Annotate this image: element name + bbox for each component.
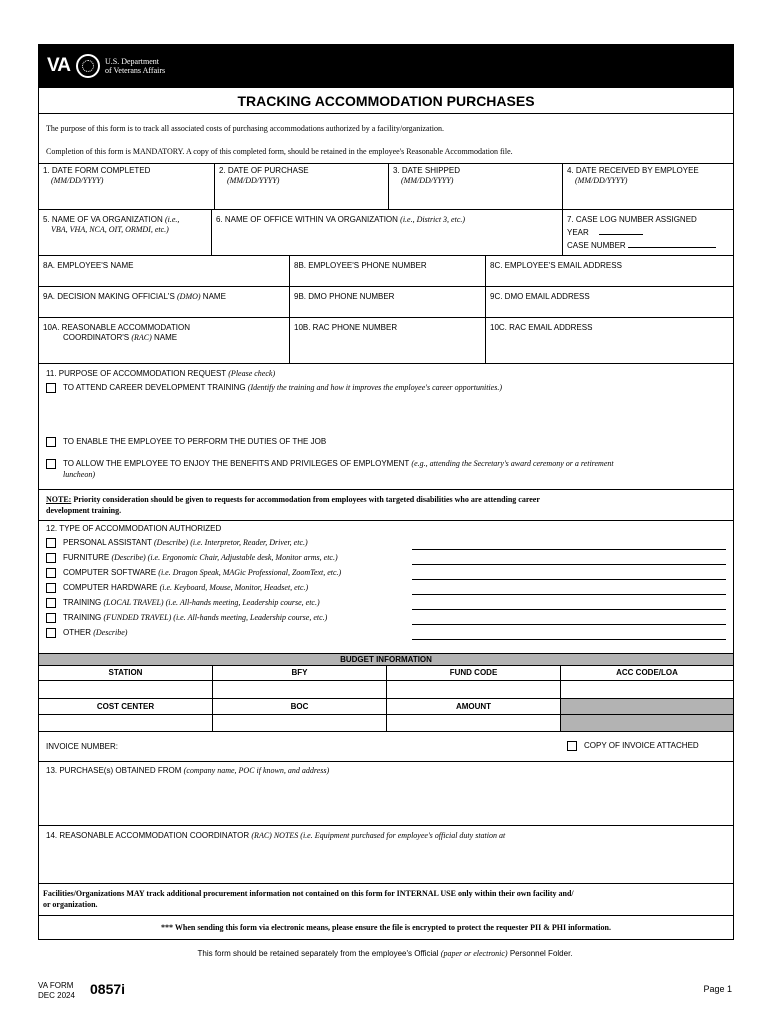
facility-note: Facilities/Organizations MAY track additional procurement information not contained on this form for INTERNAL USE only within their own facility and/ or organization. bbox=[43, 889, 574, 909]
date-form-completed-field[interactable]: 1. DATE FORM COMPLETED (MM/DD/YYYY) bbox=[43, 166, 151, 185]
budget-heading: BUDGET INFORMATION bbox=[340, 655, 432, 664]
type-heading: 12. TYPE OF ACCOMMODATION AUTHORIZED bbox=[46, 524, 222, 533]
col-amount: AMOUNT bbox=[386, 699, 560, 714]
col-cost-center: COST CENTER bbox=[96, 702, 155, 711]
mandatory-text: Completion of this form is MANDATORY. A copy of this completed form, should be retained in the employee's Reasonable Accommodation file. bbox=[46, 147, 513, 156]
intro-section bbox=[39, 113, 733, 167]
purpose-option-benefits-hint: luncheon) bbox=[63, 470, 95, 479]
copy-invoice-option[interactable]: COPY OF INVOICE ATTACHED bbox=[567, 741, 699, 751]
accommodation-type-section bbox=[39, 520, 733, 653]
va-logo: VA bbox=[47, 55, 70, 76]
rac-email-field[interactable]: 10C. RAC EMAIL ADDRESS bbox=[485, 318, 733, 363]
rac-name-field[interactable]: 10A. REASONABLE ACCOMMODATION COORDINATOR'S (RAC) NAME bbox=[43, 323, 190, 342]
dmo-row bbox=[39, 286, 733, 317]
form-id: VA FORM DEC 2024 bbox=[38, 981, 75, 1000]
budget-header-row-1 bbox=[39, 665, 733, 680]
col-acc-code: ACC CODE/LOA bbox=[560, 666, 733, 680]
checkbox[interactable] bbox=[46, 437, 56, 447]
amount-input[interactable] bbox=[386, 715, 560, 731]
cost-center-input[interactable] bbox=[39, 715, 212, 731]
employee-email-field[interactable]: 8C. EMPLOYEE'S EMAIL ADDRESS bbox=[485, 256, 733, 286]
rac-phone-field[interactable]: 10B. RAC PHONE NUMBER bbox=[289, 318, 485, 363]
purchase-source-section[interactable] bbox=[39, 761, 733, 825]
type-training-funded[interactable]: TRAINING (FUNDED TRAVEL) (i.e. All-hands meeting, Leadership course, etc.) bbox=[46, 613, 327, 623]
employee-name-field[interactable]: 8A. EMPLOYEE'S NAME bbox=[43, 261, 134, 270]
purpose-section bbox=[39, 363, 733, 489]
budget-heading-row bbox=[39, 653, 733, 665]
invoice-row bbox=[39, 731, 733, 761]
checkbox[interactable] bbox=[46, 553, 56, 563]
rac-notes-section[interactable] bbox=[39, 825, 733, 883]
form-title-row bbox=[39, 87, 733, 113]
dates-row bbox=[39, 163, 733, 209]
col-boc: BOC bbox=[212, 699, 386, 714]
boc-input[interactable] bbox=[212, 715, 386, 731]
date-received-field[interactable]: 4. DATE RECEIVED BY EMPLOYEE (MM/DD/YYYY) bbox=[562, 164, 733, 209]
type-other[interactable]: OTHER (Describe) bbox=[46, 628, 127, 638]
purchase-source-label: 13. PURCHASE(s) OBTAINED FROM (company name, POC if known, and address) bbox=[46, 766, 330, 775]
purpose-option-benefits[interactable]: TO ALLOW THE EMPLOYEE TO ENJOY THE BENEFITS AND PRIVILEGES OF EMPLOYMENT (e.g., attending the Secretary's award ceremony or a retirement bbox=[46, 459, 614, 469]
office-name-field[interactable]: 6. NAME OF OFFICE WITHIN VA ORGANIZATION (i.e., District 3, etc.) bbox=[211, 210, 562, 255]
type-computer-software[interactable]: COMPUTER SOFTWARE (i.e. Dragon Speak, MAGic Professional, ZoomText, etc.) bbox=[46, 568, 341, 578]
checkbox[interactable] bbox=[46, 568, 56, 578]
col-station: STATION bbox=[108, 668, 143, 677]
date-shipped-field[interactable]: 3. DATE SHIPPED (MM/DD/YYYY) bbox=[388, 164, 562, 209]
purpose-option-duties[interactable]: TO ENABLE THE EMPLOYEE TO PERFORM THE DUTIES OF THE JOB bbox=[46, 437, 326, 447]
type-personal-assistant[interactable]: PERSONAL ASSISTANT (Describe) (i.e. Interpretor, Reader, Driver, etc.) bbox=[46, 538, 308, 548]
dmo-phone-field[interactable]: 9B. DMO PHONE NUMBER bbox=[289, 287, 485, 317]
type-computer-hardware[interactable]: COMPUTER HARDWARE (i.e. Keyboard, Mouse, Monitor, Headset, etc.) bbox=[46, 583, 308, 593]
budget-input-row-1 bbox=[39, 680, 733, 698]
acc-code-input[interactable] bbox=[560, 681, 733, 698]
station-input[interactable] bbox=[39, 681, 212, 698]
form-number: 0857i bbox=[90, 981, 126, 997]
bfy-input[interactable] bbox=[212, 681, 386, 698]
encryption-note-section bbox=[39, 915, 733, 940]
encryption-note: *** When sending this form via electronic means, please ensure the file is encrypted to protect the requester PII & PHI information. bbox=[161, 923, 611, 932]
fund-code-input[interactable] bbox=[386, 681, 560, 698]
purpose-option-career[interactable]: TO ATTEND CAREER DEVELOPMENT TRAINING (Identify the training and how it improves the employee's career opportunities.) bbox=[46, 383, 502, 393]
col-bfy: BFY bbox=[212, 666, 386, 680]
checkbox[interactable] bbox=[46, 383, 56, 393]
rac-row bbox=[39, 317, 733, 363]
purpose-heading: 11. PURPOSE OF ACCOMMODATION REQUEST (Please check) bbox=[46, 369, 276, 378]
budget-header-row-2 bbox=[39, 698, 733, 714]
checkbox[interactable] bbox=[46, 538, 56, 548]
form-title: TRACKING ACCOMMODATION PURCHASES bbox=[237, 93, 535, 109]
va-seal-icon bbox=[76, 54, 100, 78]
employee-phone-field[interactable]: 8B. EMPLOYEE'S PHONE NUMBER bbox=[289, 256, 485, 286]
budget-input-row-2 bbox=[39, 714, 733, 731]
dmo-name-field[interactable]: 9A. DECISION MAKING OFFICIAL'S (DMO) NAME bbox=[43, 292, 226, 301]
note-section bbox=[39, 489, 733, 520]
checkbox[interactable] bbox=[46, 613, 56, 623]
checkbox[interactable] bbox=[46, 583, 56, 593]
checkbox[interactable] bbox=[46, 628, 56, 638]
greyed-cell bbox=[560, 715, 733, 731]
case-log-field[interactable]: 7. CASE LOG NUMBER ASSIGNED YEAR CASE NUMBER bbox=[562, 210, 733, 255]
dmo-email-field[interactable]: 9C. DMO EMAIL ADDRESS bbox=[485, 287, 733, 317]
checkbox[interactable] bbox=[46, 598, 56, 608]
priority-note: NOTE: Priority consideration should be given to requests for accommodation from employees with targeted disabilities who are attending career development training. bbox=[46, 495, 540, 515]
employee-row bbox=[39, 255, 733, 286]
page-number: Page 1 bbox=[703, 984, 732, 994]
type-training-local[interactable]: TRAINING (LOCAL TRAVEL) (i.e. All-hands meeting, Leadership course, etc.) bbox=[46, 598, 320, 608]
tracking-form bbox=[38, 44, 734, 940]
date-of-purchase-field[interactable]: 2. DATE OF PURCHASE (MM/DD/YYYY) bbox=[214, 164, 388, 209]
col-fund-code: FUND CODE bbox=[386, 666, 560, 680]
type-furniture[interactable]: FURNITURE (Describe) (i.e. Ergonomic Chair, Adjustable desk, Monitor arms, etc.) bbox=[46, 553, 338, 563]
checkbox[interactable] bbox=[567, 741, 577, 751]
greyed-cell bbox=[560, 699, 733, 714]
invoice-number-field[interactable]: INVOICE NUMBER: bbox=[46, 742, 119, 751]
va-organization-field[interactable]: 5. NAME OF VA ORGANIZATION (i.e., VBA, VHA, NCA, OIT, ORMDI, etc.) bbox=[43, 215, 180, 234]
va-header bbox=[39, 45, 733, 87]
dept-name: U.S. Department of Veterans Affairs bbox=[104, 57, 166, 75]
rac-notes-label: 14. REASONABLE ACCOMMODATION COORDINATOR (RAC) NOTES (i.e. Equipment purchased for employee's official duty station at bbox=[46, 831, 506, 840]
purpose-text: The purpose of this form is to track all associated costs of purchasing accommodations authorized by a facility/organization. bbox=[46, 124, 444, 133]
retention-note: This form should be retained separately from the employee's Official (paper or electronic) Personnel Folder. bbox=[197, 949, 573, 958]
checkbox[interactable] bbox=[46, 459, 56, 469]
organization-row bbox=[39, 209, 733, 255]
facility-note-section bbox=[39, 883, 733, 915]
